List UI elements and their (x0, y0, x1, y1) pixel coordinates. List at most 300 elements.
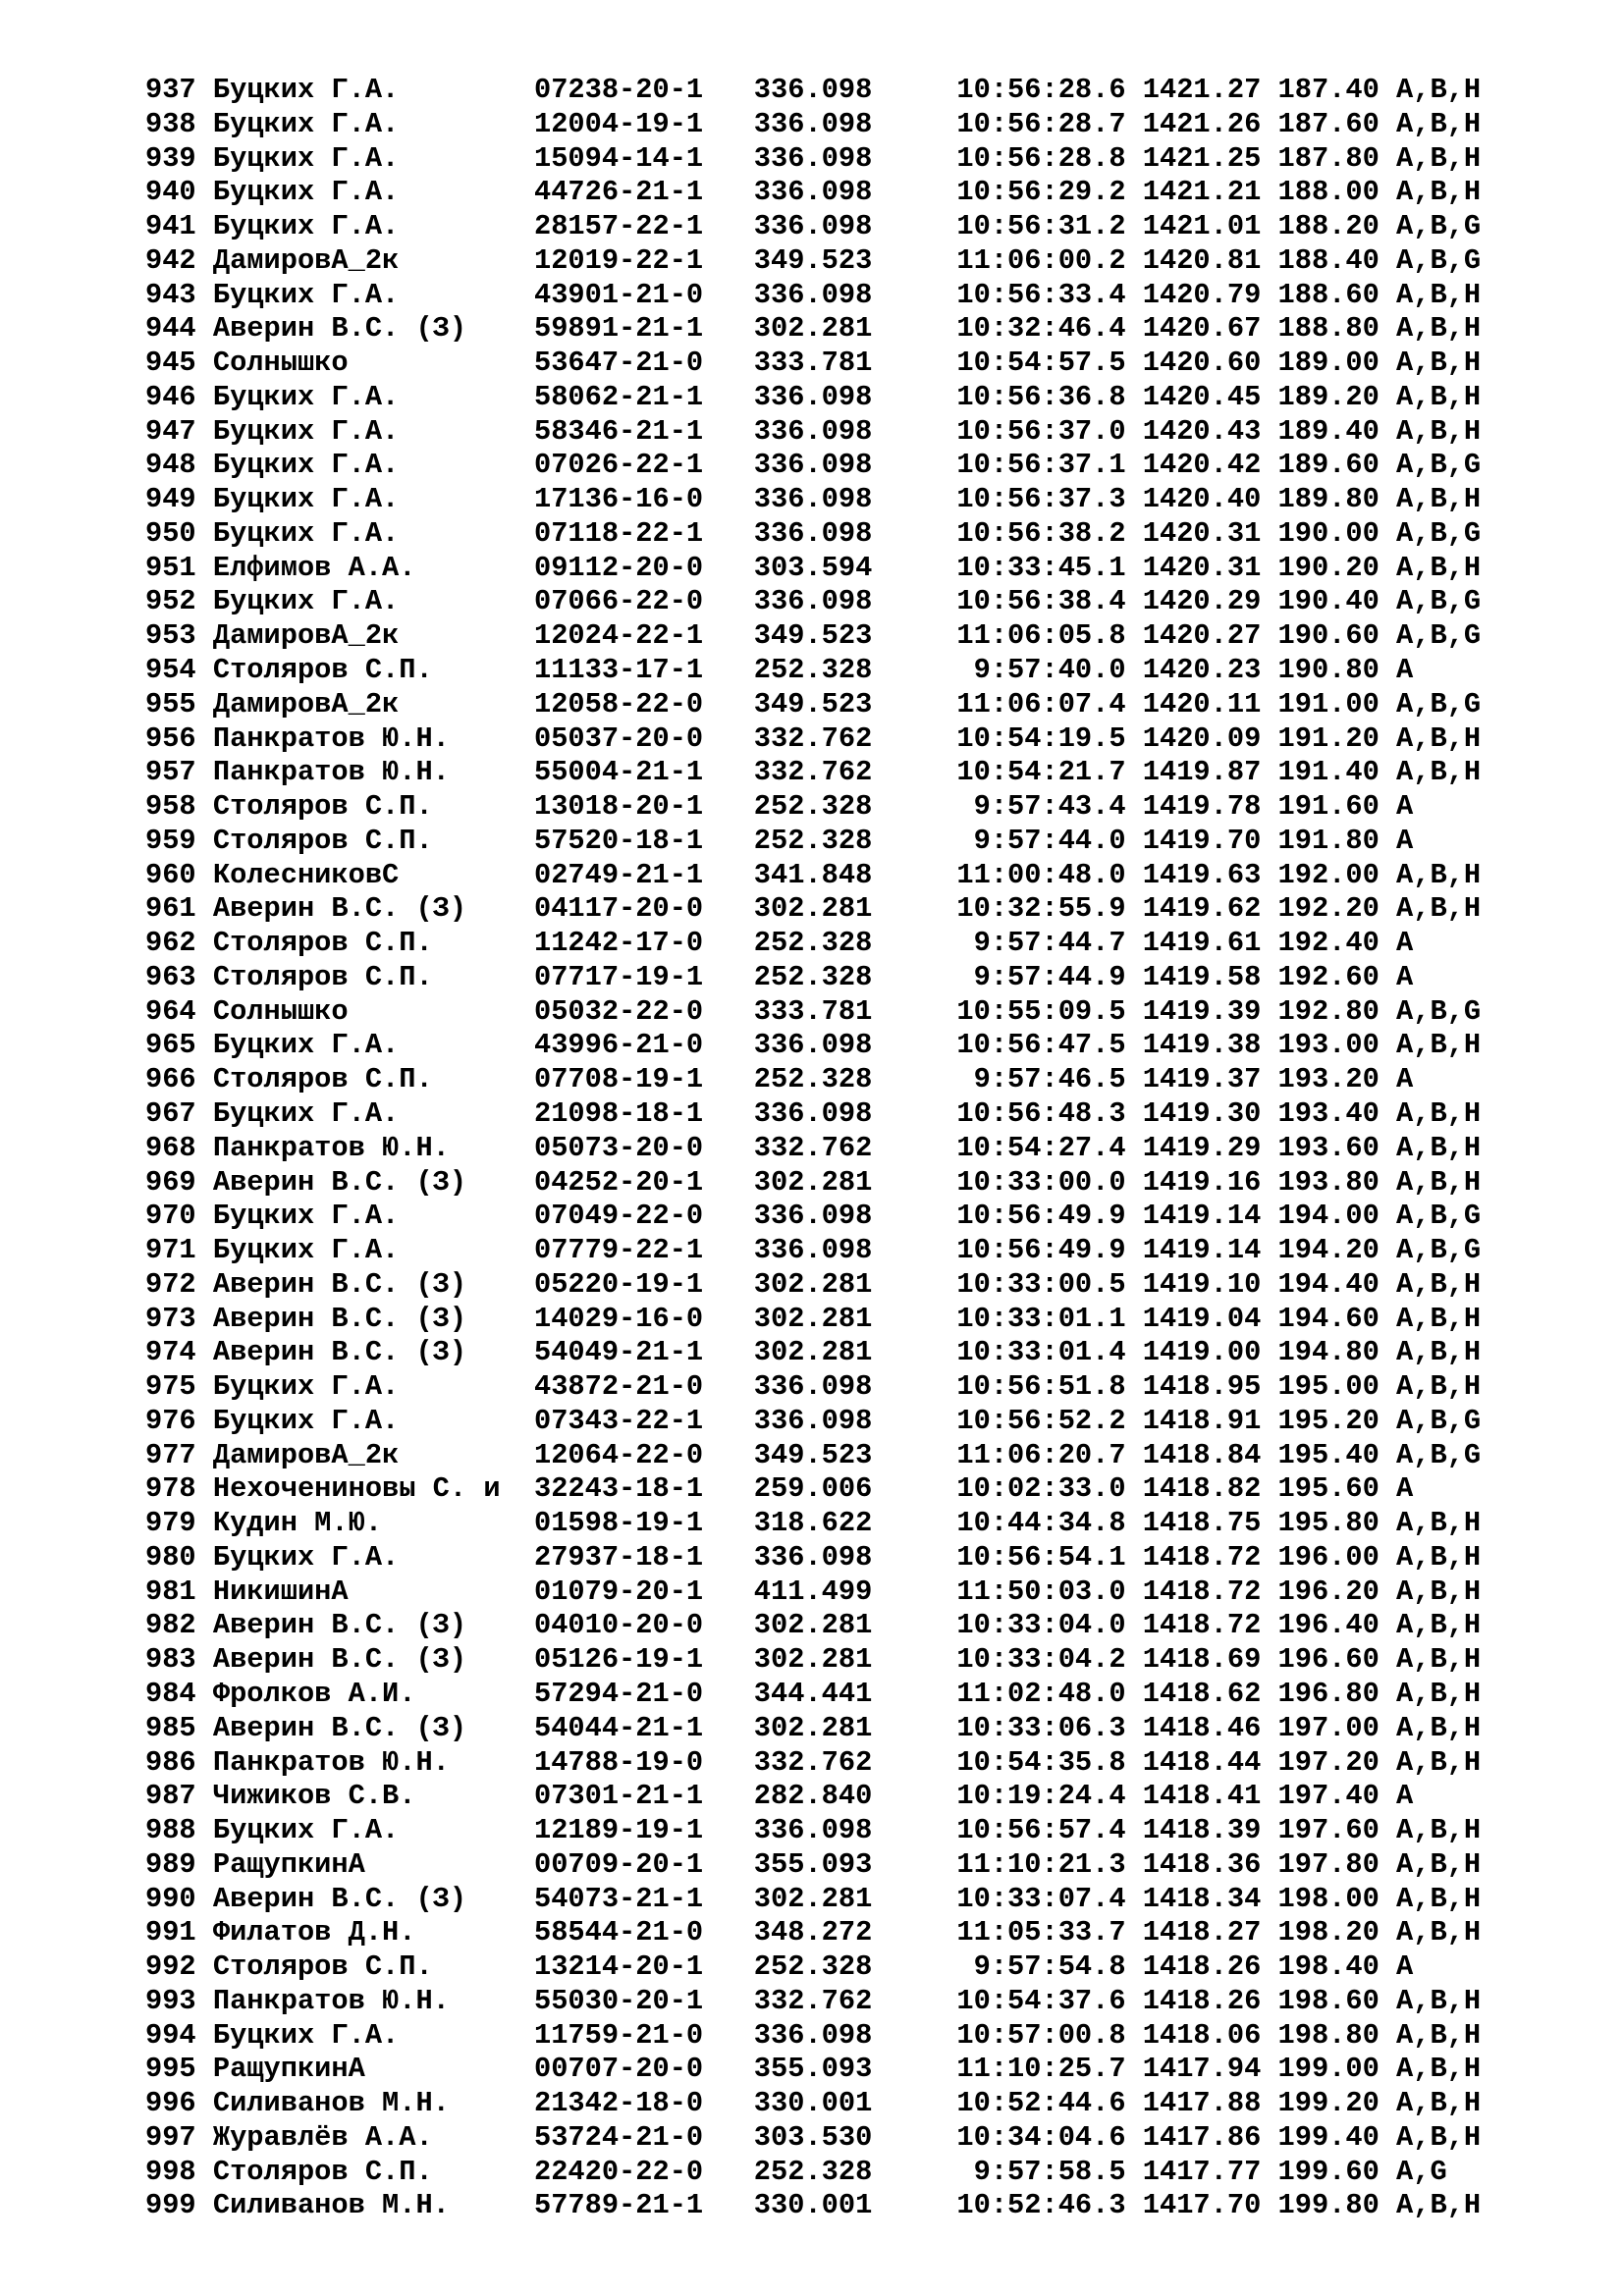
column-gap (1126, 585, 1143, 617)
column-gap (1261, 1507, 1277, 1539)
column-gap (890, 654, 957, 686)
arrival-time: 11:06:00.2 (956, 243, 1126, 277)
owner-name: Аверин В.С. (З) (212, 1267, 517, 1301)
column-gap (196, 1916, 213, 1949)
score: 192.40 (1277, 927, 1380, 960)
arrival-time: 10:56:49.9 (956, 1200, 1126, 1233)
table-row (145, 825, 1481, 859)
column-gap (517, 279, 534, 311)
class-codes: A,B,H (1396, 74, 1482, 106)
owner-name: Филатов Д.Н. (212, 1916, 517, 1949)
distance: 252.328 (753, 1950, 890, 1984)
speed: 1420.23 (1142, 654, 1262, 687)
row-number: 982 (145, 1609, 196, 1642)
score: 191.80 (1277, 824, 1380, 857)
distance: 336.098 (753, 210, 890, 243)
column-gap (890, 1609, 957, 1641)
score: 192.80 (1277, 994, 1380, 1028)
owner-name: ДамировА_2к (212, 1438, 517, 1471)
distance: 332.762 (753, 1131, 890, 1164)
ring-number: 05126-19-1 (533, 1643, 704, 1677)
column-gap (1380, 2087, 1396, 2119)
column-gap (1261, 2053, 1277, 2085)
speed: 1420.29 (1142, 585, 1262, 618)
ring-number: 43872-21-0 (533, 1370, 704, 1404)
column-gap (517, 1472, 534, 1505)
arrival-time: 11:10:21.3 (956, 1847, 1126, 1881)
speed: 1419.63 (1142, 858, 1262, 891)
column-gap (1380, 961, 1396, 993)
column-gap (1261, 2019, 1277, 2052)
speed: 1418.72 (1142, 1540, 1262, 1574)
column-gap (1380, 585, 1396, 617)
arrival-time: 10:56:47.5 (956, 1029, 1126, 1062)
arrival-time: 10:19:24.4 (956, 1780, 1126, 1813)
column-gap (1261, 347, 1277, 379)
class-codes: A,B,H (1396, 1609, 1482, 1642)
arrival-time: 10:56:57.4 (956, 1814, 1126, 1847)
score: 198.20 (1277, 1916, 1380, 1949)
column-gap (1380, 1336, 1396, 1368)
column-gap (196, 961, 213, 993)
speed: 1419.16 (1142, 1165, 1262, 1199)
column-gap (1380, 415, 1396, 448)
ring-number: 43901-21-0 (533, 278, 704, 311)
speed: 1420.31 (1142, 551, 1262, 584)
column-gap (1126, 1848, 1143, 1881)
column-gap (703, 1780, 754, 1812)
column-gap (703, 312, 754, 345)
column-gap (890, 1916, 957, 1949)
speed: 1419.38 (1142, 1029, 1262, 1062)
column-gap (1380, 279, 1396, 311)
column-gap (703, 1268, 754, 1301)
ring-number: 07066-22-0 (533, 585, 704, 618)
ring-number: 32243-18-1 (533, 1472, 704, 1506)
ring-number: 57294-21-0 (533, 1677, 704, 1710)
column-gap (890, 1370, 957, 1403)
score: 199.00 (1277, 2053, 1380, 2086)
column-gap (1380, 312, 1396, 345)
column-gap (890, 1029, 957, 1061)
column-gap (1261, 1985, 1277, 2017)
column-gap (1261, 722, 1277, 755)
column-gap (1261, 552, 1277, 584)
ring-number: 53647-21-0 (533, 347, 704, 380)
speed: 1418.36 (1142, 1847, 1262, 1881)
column-gap (196, 1268, 213, 1301)
owner-name: Буцких Г.А. (212, 1234, 517, 1267)
column-gap (890, 1063, 957, 1095)
column-gap (517, 2053, 534, 2085)
column-gap (517, 825, 534, 857)
score: 199.40 (1277, 2120, 1380, 2154)
column-gap (1261, 1472, 1277, 1505)
owner-name: Панкратов Ю.Н. (212, 1131, 517, 1164)
owner-name: Буцких Г.А. (212, 1200, 517, 1233)
column-gap (890, 1405, 957, 1437)
distance: 302.281 (753, 1336, 890, 1369)
column-gap (890, 1780, 957, 1812)
column-gap (1380, 619, 1396, 652)
column-gap (1380, 1985, 1396, 2017)
column-gap (517, 1303, 534, 1335)
distance: 252.328 (753, 790, 890, 824)
column-gap (890, 108, 957, 140)
column-gap (1261, 1780, 1277, 1812)
distance: 302.281 (753, 1267, 890, 1301)
speed: 1419.78 (1142, 790, 1262, 824)
column-gap (890, 995, 957, 1028)
owner-name: НикишинА (212, 1575, 517, 1608)
score: 190.80 (1277, 654, 1380, 687)
score: 187.40 (1277, 74, 1380, 106)
column-gap (1126, 210, 1143, 242)
ring-number: 27937-18-1 (533, 1540, 704, 1574)
score: 194.60 (1277, 1302, 1380, 1335)
column-gap (1261, 961, 1277, 993)
score: 188.20 (1277, 210, 1380, 243)
column-gap (890, 74, 957, 106)
column-gap (890, 961, 957, 993)
table-row (145, 1336, 1481, 1370)
column-gap (196, 1234, 213, 1266)
column-gap (196, 381, 213, 413)
speed: 1417.94 (1142, 2053, 1262, 2086)
column-gap (1126, 1643, 1143, 1676)
score: 191.20 (1277, 721, 1380, 755)
column-gap (1380, 210, 1396, 242)
column-gap (890, 1166, 957, 1199)
arrival-time: 10:56:29.2 (956, 176, 1126, 209)
distance: 282.840 (753, 1780, 890, 1813)
owner-name: Буцких Г.А. (212, 74, 517, 106)
column-gap (1380, 654, 1396, 686)
speed: 1418.82 (1142, 1472, 1262, 1506)
column-gap (196, 1303, 213, 1335)
column-gap (1126, 1063, 1143, 1095)
ring-number: 21098-18-1 (533, 1096, 704, 1130)
class-codes: A,B,H (1396, 1131, 1482, 1164)
column-gap (517, 1336, 534, 1368)
distance: 252.328 (753, 654, 890, 687)
column-gap (1261, 1234, 1277, 1266)
owner-name: Фролков А.И. (212, 1677, 517, 1710)
distance: 411.499 (753, 1575, 890, 1608)
column-gap (703, 1097, 754, 1130)
column-gap (196, 2156, 213, 2188)
distance: 348.272 (753, 1916, 890, 1949)
distance: 336.098 (753, 1234, 890, 1267)
column-gap (517, 1950, 534, 1983)
speed: 1420.31 (1142, 516, 1262, 550)
class-codes: A (1396, 960, 1414, 993)
class-codes: A,B,H (1396, 1029, 1482, 1062)
distance: 303.594 (753, 551, 890, 584)
owner-name: РащупкинА (212, 1847, 517, 1881)
distance: 252.328 (753, 1063, 890, 1096)
distance: 252.328 (753, 2155, 890, 2188)
column-gap (517, 1507, 534, 1539)
arrival-time: 10:33:06.3 (956, 1711, 1126, 1744)
class-codes: A,B,H (1396, 312, 1482, 346)
ring-number: 57520-18-1 (533, 824, 704, 857)
class-codes: A,B,H (1396, 1575, 1482, 1608)
column-gap (517, 1575, 534, 1608)
column-gap (196, 1609, 213, 1641)
column-gap (1380, 517, 1396, 550)
column-gap (703, 654, 754, 686)
column-gap (1126, 1029, 1143, 1061)
column-gap (1261, 449, 1277, 481)
row-number: 959 (145, 824, 196, 857)
column-gap (196, 2087, 213, 2119)
column-gap (1261, 2087, 1277, 2119)
ring-number: 07238-20-1 (533, 74, 704, 106)
column-gap (517, 1234, 534, 1266)
column-gap (1261, 517, 1277, 550)
column-gap (703, 1029, 754, 1061)
owner-name: Панкратов Ю.Н. (212, 756, 517, 789)
row-number: 965 (145, 1029, 196, 1062)
class-codes: A (1396, 790, 1414, 824)
column-gap (517, 210, 534, 242)
table-row (145, 1985, 1481, 2019)
column-gap (196, 619, 213, 652)
speed: 1418.39 (1142, 1814, 1262, 1847)
ring-number: 11242-17-0 (533, 927, 704, 960)
score: 193.80 (1277, 1165, 1380, 1199)
score: 195.60 (1277, 1472, 1380, 1506)
speed: 1417.86 (1142, 2120, 1262, 2154)
score: 188.60 (1277, 278, 1380, 311)
ring-number: 54044-21-1 (533, 1711, 704, 1744)
owner-name: Елфимов А.А. (212, 551, 517, 584)
arrival-time: 10:33:00.5 (956, 1267, 1126, 1301)
distance: 333.781 (753, 347, 890, 380)
column-gap (703, 756, 754, 788)
class-codes: A,B,G (1396, 1200, 1482, 1233)
column-gap (1261, 1916, 1277, 1949)
column-gap (890, 1985, 957, 2017)
speed: 1420.79 (1142, 278, 1262, 311)
column-gap (1126, 859, 1143, 891)
table-row (145, 2019, 1481, 2054)
column-gap (1261, 312, 1277, 345)
class-codes: A,B,G (1396, 619, 1482, 653)
ring-number: 14788-19-0 (533, 1745, 704, 1779)
score: 191.00 (1277, 687, 1380, 721)
column-gap (1126, 279, 1143, 311)
score: 187.80 (1277, 141, 1380, 175)
column-gap (1261, 2121, 1277, 2154)
table-row (145, 2087, 1481, 2121)
owner-name: Столяров С.П. (212, 1063, 517, 1096)
class-codes: A,B,H (1396, 380, 1482, 413)
table-row (145, 1814, 1481, 1848)
column-gap (890, 1643, 957, 1676)
column-gap (1126, 1405, 1143, 1437)
column-gap (517, 995, 534, 1028)
column-gap (890, 790, 957, 823)
owner-name: КолесниковС (212, 858, 517, 891)
score: 196.00 (1277, 1540, 1380, 1574)
column-gap (1261, 1268, 1277, 1301)
class-codes: A,B,H (1396, 1745, 1482, 1779)
arrival-time: 9:57:44.9 (956, 960, 1126, 993)
column-gap (1126, 825, 1143, 857)
column-gap (890, 347, 957, 379)
column-gap (1380, 1097, 1396, 1130)
distance: 336.098 (753, 107, 890, 140)
column-gap (1380, 2189, 1396, 2221)
column-gap (196, 552, 213, 584)
ring-number: 58346-21-1 (533, 414, 704, 448)
column-gap (1126, 1097, 1143, 1130)
owner-name: Буцких Г.А. (212, 1404, 517, 1437)
column-gap (1380, 756, 1396, 788)
class-codes: A (1396, 927, 1414, 960)
arrival-time: 9:57:40.0 (956, 654, 1126, 687)
speed: 1419.04 (1142, 1302, 1262, 1335)
distance: 336.098 (753, 1404, 890, 1437)
row-number: 998 (145, 2155, 196, 2188)
column-gap (1261, 1063, 1277, 1095)
class-codes: A,G (1396, 2155, 1447, 2188)
column-gap (196, 585, 213, 617)
column-gap (517, 517, 534, 550)
distance: 336.098 (753, 278, 890, 311)
class-codes: A,B,G (1396, 210, 1482, 243)
column-gap (196, 722, 213, 755)
table-row (145, 415, 1481, 450)
ring-number: 15094-14-1 (533, 141, 704, 175)
column-gap (517, 415, 534, 448)
column-gap (1380, 859, 1396, 891)
row-number: 960 (145, 858, 196, 891)
row-number: 974 (145, 1336, 196, 1369)
distance: 302.281 (753, 1302, 890, 1335)
column-gap (196, 1541, 213, 1574)
class-codes: A,B,H (1396, 858, 1482, 891)
class-codes: A,B,H (1396, 1916, 1482, 1949)
row-number: 973 (145, 1302, 196, 1335)
distance: 332.762 (753, 756, 890, 789)
table-row (145, 244, 1481, 279)
owner-name: Буцких Г.А. (212, 1096, 517, 1130)
column-gap (1126, 2121, 1143, 2154)
arrival-time: 11:06:07.4 (956, 687, 1126, 721)
table-row (145, 1063, 1481, 1097)
column-gap (1380, 1200, 1396, 1232)
class-codes: A,B,G (1396, 585, 1482, 618)
row-number: 970 (145, 1200, 196, 1233)
column-gap (890, 1472, 957, 1505)
owner-name: Панкратов Ю.Н. (212, 721, 517, 755)
column-gap (1126, 995, 1143, 1028)
column-gap (1126, 1985, 1143, 2017)
score: 199.20 (1277, 2087, 1380, 2120)
column-gap (890, 381, 957, 413)
table-row (145, 1268, 1481, 1303)
table-row (145, 585, 1481, 619)
column-gap (703, 1472, 754, 1505)
column-gap (1261, 2189, 1277, 2221)
column-gap (1380, 1712, 1396, 1744)
score: 196.80 (1277, 1677, 1380, 1710)
arrival-time: 10:52:46.3 (956, 2189, 1126, 2222)
arrival-time: 10:56:51.8 (956, 1370, 1126, 1404)
arrival-time: 10:33:45.1 (956, 551, 1126, 584)
score: 199.60 (1277, 2155, 1380, 2188)
column-gap (703, 619, 754, 652)
class-codes: A,B,H (1396, 278, 1482, 311)
column-gap (196, 688, 213, 721)
owner-name: Аверин В.С. (З) (212, 1302, 517, 1335)
arrival-time: 10:54:57.5 (956, 347, 1126, 380)
distance: 318.622 (753, 1507, 890, 1540)
distance: 303.530 (753, 2120, 890, 2154)
column-gap (1126, 483, 1143, 515)
speed: 1420.81 (1142, 243, 1262, 277)
owner-name: Столяров С.П. (212, 1950, 517, 1984)
score: 189.00 (1277, 347, 1380, 380)
arrival-time: 10:56:28.7 (956, 107, 1126, 140)
column-gap (1380, 1166, 1396, 1199)
row-number: 952 (145, 585, 196, 618)
table-row (145, 619, 1481, 654)
column-gap (517, 722, 534, 755)
table-row (145, 1029, 1481, 1063)
column-gap (1261, 995, 1277, 1028)
column-gap (1261, 1336, 1277, 1368)
column-gap (196, 859, 213, 891)
ring-number: 02749-21-1 (533, 858, 704, 891)
column-gap (1126, 1370, 1143, 1403)
arrival-time: 9:57:54.8 (956, 1950, 1126, 1984)
owner-name: Аверин В.С. (З) (212, 1882, 517, 1915)
arrival-time: 9:57:44.0 (956, 824, 1126, 857)
column-gap (703, 2053, 754, 2085)
arrival-time: 10:33:04.0 (956, 1609, 1126, 1642)
owner-name: Буцких Г.А. (212, 380, 517, 413)
table-row (145, 1200, 1481, 1234)
column-gap (196, 1575, 213, 1608)
owner-name: Аверин В.С. (З) (212, 1711, 517, 1744)
column-gap (1261, 619, 1277, 652)
score: 194.20 (1277, 1234, 1380, 1267)
column-gap (517, 483, 534, 515)
score: 191.40 (1277, 756, 1380, 789)
column-gap (517, 1439, 534, 1471)
speed: 1418.62 (1142, 1677, 1262, 1710)
row-number: 983 (145, 1643, 196, 1677)
arrival-time: 10:33:07.4 (956, 1882, 1126, 1915)
column-gap (1126, 1200, 1143, 1232)
class-codes: A,B,H (1396, 721, 1482, 755)
score: 194.40 (1277, 1267, 1380, 1301)
column-gap (890, 2019, 957, 2052)
arrival-time: 10:54:21.7 (956, 756, 1126, 789)
column-gap (1380, 1063, 1396, 1095)
column-gap (1380, 2156, 1396, 2188)
owner-name: Столяров С.П. (212, 2155, 517, 2188)
speed: 1418.06 (1142, 2018, 1262, 2052)
row-number: 992 (145, 1950, 196, 1984)
owner-name: Буцких Г.А. (212, 107, 517, 140)
column-gap (703, 1848, 754, 1881)
column-gap (1261, 381, 1277, 413)
